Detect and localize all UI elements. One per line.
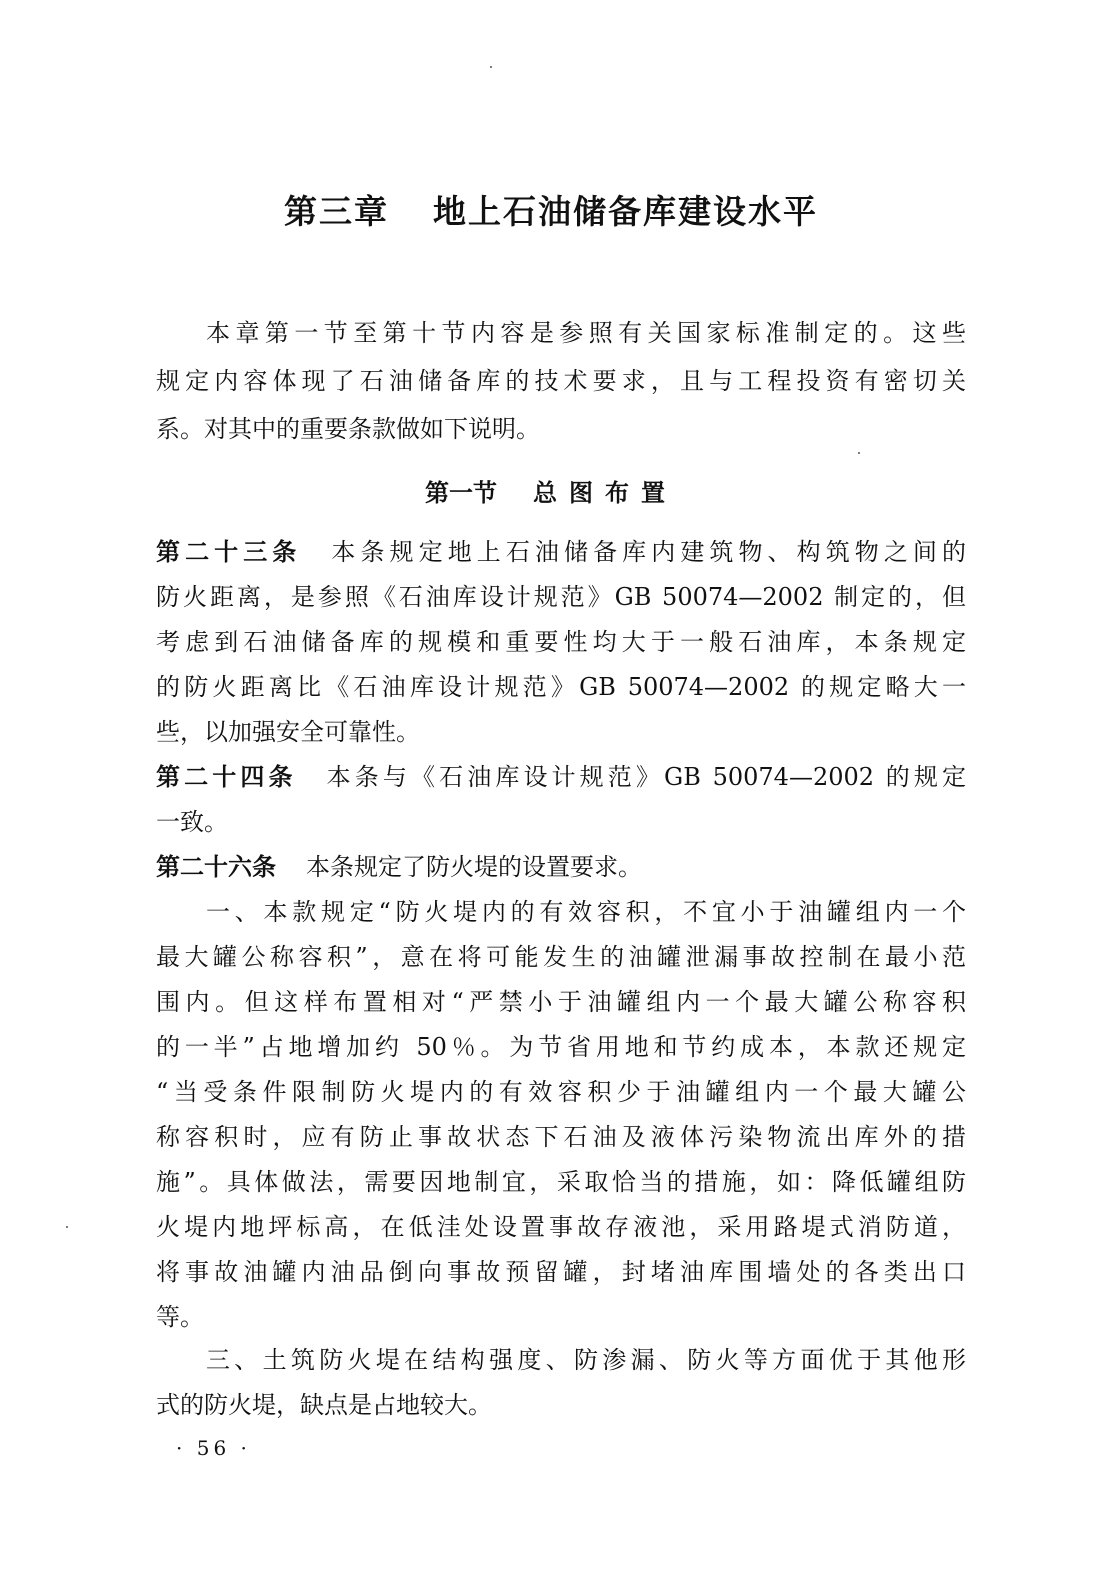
section-name: 总图布置: [533, 479, 677, 507]
article-26-item-1-line: 施”。具体做法，需要因地制宜，采取恰当的措施，如：降低罐组防: [156, 1168, 966, 1196]
article-text: 本条与《石油库设计规范》GB 50074—2002 的规定: [326, 763, 967, 791]
article-26-first-line: [156, 852, 966, 882]
article-24-first-line: [156, 762, 966, 792]
article-23-line: 考虑到石油储备库的规模和重要性均大于一般石油库，本条规定: [156, 628, 966, 656]
article-26-item-1-line: 最大罐公称容积”，意在将可能发生的油罐泄漏事故控制在最小范: [156, 943, 966, 971]
article-23-line: 防火距离，是参照《石油库设计规范》GB 50074—2002 制定的，但: [156, 583, 966, 611]
section-number: 第一节: [425, 479, 497, 507]
article-26-item-1-line: 一、本款规定“防火堤内的有效容积，不宜小于油罐组内一个: [206, 898, 966, 926]
article-26-item-3-line: 三、土筑防火堤在结构强度、防渗漏、防火等方面优于其他形: [206, 1346, 966, 1374]
chapter-number: 第三章: [284, 192, 389, 231]
scan-speck: [490, 66, 492, 68]
article-24-line: 一致。: [156, 808, 228, 836]
article-label: 第二十四条: [156, 763, 297, 791]
scan-speck: [66, 1226, 68, 1228]
scan-speck: [858, 452, 860, 454]
article-26-item-1-line: 等。: [156, 1303, 204, 1331]
intro-line: 本章第一节至第十节内容是参照有关国家标准制定的。这些: [206, 319, 966, 347]
article-text: 本条规定了防火堤的设置要求。: [306, 853, 642, 881]
chapter-name: 地上石油储备库建设水平: [433, 192, 818, 231]
article-26-item-1-line: 火堤内地坪标高，在低洼处设置事故存液池，采用路堤式消防道，: [156, 1213, 966, 1241]
article-23-line: 的防火距离比《石油库设计规范》GB 50074—2002 的规定略大一: [156, 673, 966, 701]
page-number: · 56 ·: [176, 1436, 251, 1460]
intro-line: 规定内容体现了石油储备库的技术要求，且与工程投资有密切关: [156, 367, 966, 395]
article-23-first-line: [156, 537, 966, 567]
article-text: 本条规定地上石油储备库内建筑物、构筑物之间的: [331, 538, 967, 566]
intro-line: 系。对其中的重要条款做如下说明。: [156, 415, 540, 443]
section-title: [0, 473, 1102, 508]
article-26-item-3-line: 式的防火堤，缺点是占地较大。: [156, 1391, 492, 1419]
chapter-title: [0, 186, 1102, 233]
article-26-item-1-line: 称容积时，应有防止事故状态下石油及液体污染物流出库外的措: [156, 1123, 966, 1151]
article-label: 第二十三条: [156, 538, 302, 566]
article-26-item-1-line: 围内。但这样布置相对“严禁小于油罐组内一个最大罐公称容积: [156, 988, 966, 1016]
article-26-item-1-line: 的一半”占地增加约 50％。为节省用地和节约成本，本款还规定: [156, 1033, 966, 1061]
article-label: 第二十六条: [156, 853, 276, 881]
article-23-line: 些，以加强安全可靠性。: [156, 718, 420, 746]
article-26-item-1-line: “当受条件限制防火堤内的有效容积少于油罐组内一个最大罐公: [156, 1078, 966, 1106]
article-26-item-1-line: 将事故油罐内油品倒向事故预留罐，封堵油库围墙处的各类出口: [156, 1258, 966, 1286]
